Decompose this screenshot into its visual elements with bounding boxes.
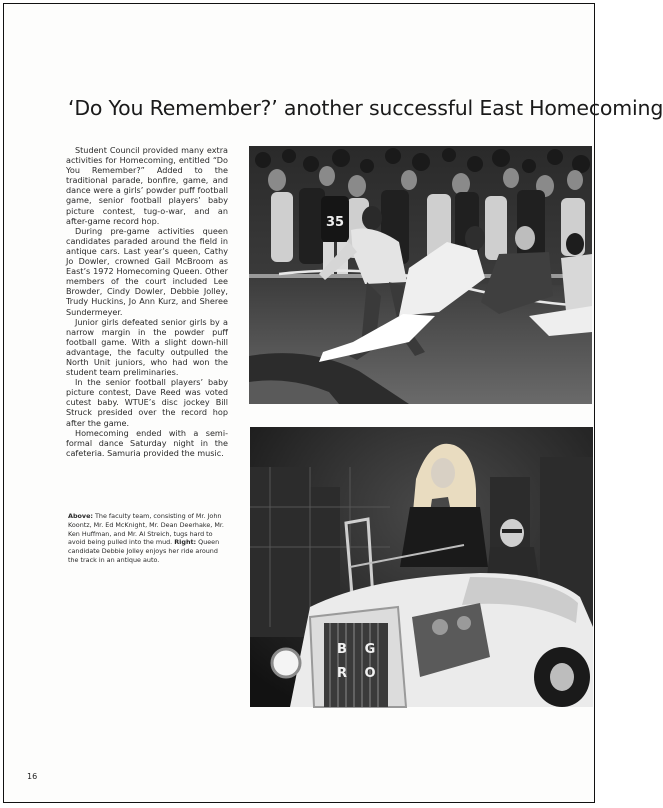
page-number: 16: [27, 772, 38, 781]
tug-of-war-photo: [249, 146, 592, 404]
photo-caption: [68, 512, 228, 565]
article-paragraph: Homecoming ended with a semi-formal dance Saturday night in the cafeteria. Samuria provided the music.: [66, 427, 228, 458]
antique-car-illustration: [250, 427, 593, 707]
article-paragraph: Student Council provided many extra activities for Homecoming, entitled “Do You Remember?” Added to the traditional parade, bonfire, game, and dance were a girls’ powder puff football game, senior football players’ baby picture contest, tug-o-war, and an after-game record hop.: [66, 145, 228, 226]
radiator-letter: B: [337, 642, 347, 657]
article-paragraph: During pre-game activities queen candidates paraded around the field in antique cars. Last year’s queen, Cathy Jo Dowler, crowned Gail McBroom as East’s 1972 Homecoming Queen. Other members of the court included Lee Browder, Cindy Dowler, Debbie Jolley, Trudy Huckins, Jo Ann Kurz, and Sheree Sundermeyer.: [66, 225, 228, 317]
antique-car-photo: [250, 427, 593, 707]
caption-above-label: Above:: [68, 512, 93, 520]
radiator-letter: R: [336, 666, 348, 681]
caption-right-label: Right:: [174, 538, 197, 547]
radiator-letter: O: [364, 666, 376, 681]
caption-right-text: Queen candidate Debbie Jolley enjoys her ride around the track in an antique auto.: [68, 538, 220, 564]
radiator-letter: G: [364, 642, 376, 657]
tug-of-war-illustration: [249, 146, 592, 404]
article-paragraph: In the senior football players’ baby picture contest, Dave Reed was voted cutest baby. WTUE’s disc jockey Bill Struck presided over the record hop after the game.: [66, 377, 228, 428]
caption-above-text: The faculty team, consisting of Mr. John Koontz, Mr. Ed McKnight, Mr. Dean Deerhake, Mr. Ken Huffman, and Mr. Al Streich, tugs hard to avoid being pulled into the mud.: [68, 512, 224, 547]
article-body: [66, 145, 228, 458]
page-headline: ‘Do You Remember?’ another successful East Homecoming: [68, 96, 663, 120]
article-paragraph: Junior girls defeated senior girls by a narrow margin in the powder puff football game. With a slight down-hill advantage, the faculty outpulled the North Unit juniors, who had won the student team preliminaries.: [66, 316, 228, 378]
jersey-number: 35: [325, 215, 345, 230]
